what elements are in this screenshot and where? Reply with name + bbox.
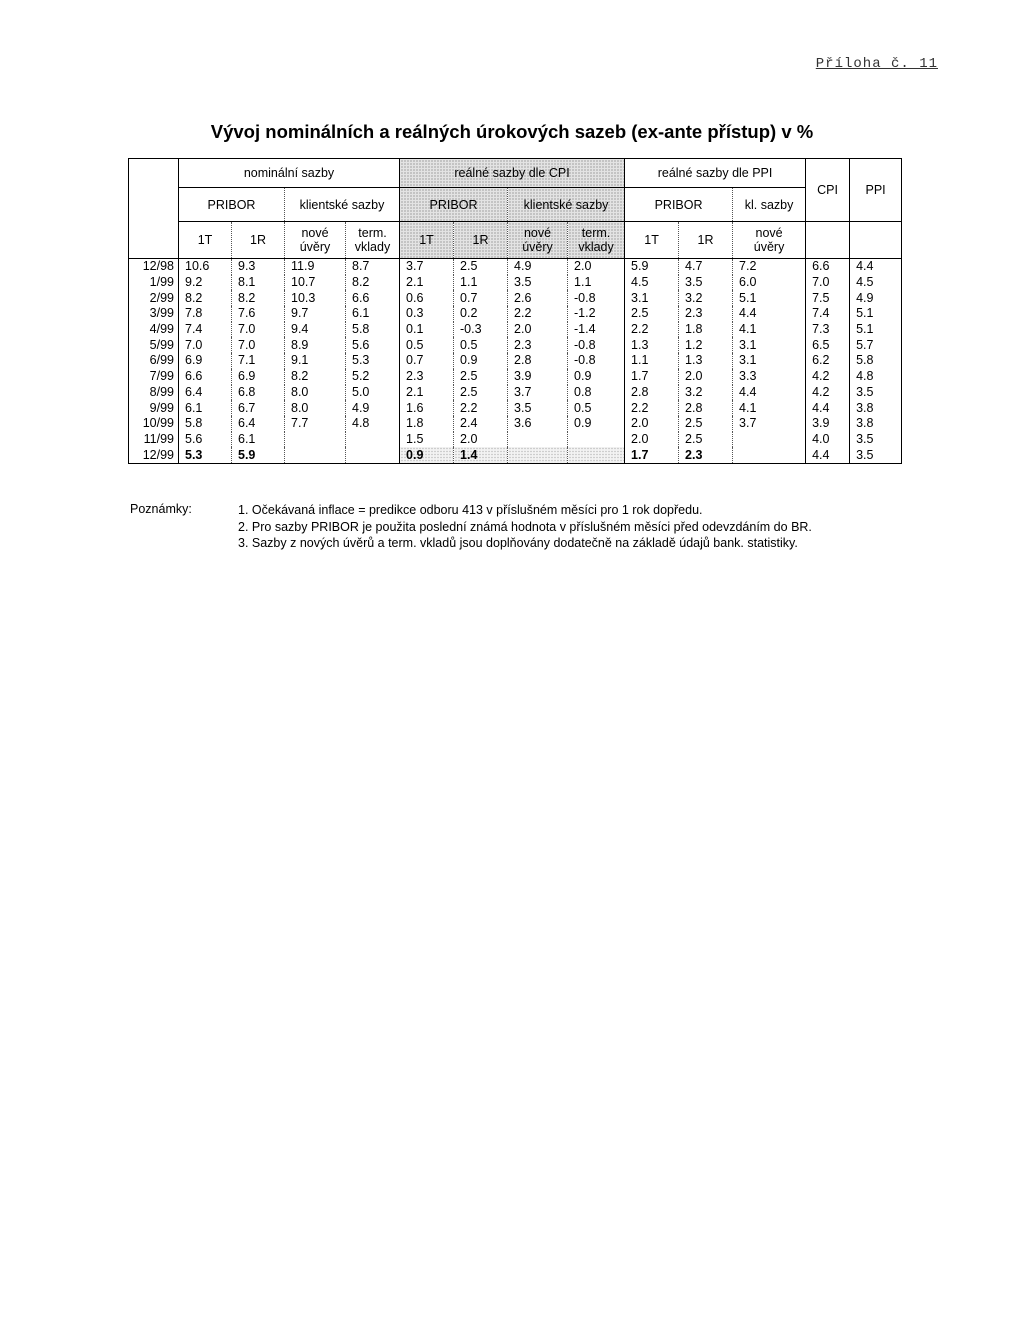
value-cell: 0.9 [400, 447, 454, 463]
header-row-subgroups [129, 188, 902, 222]
value-cell: 1.4 [454, 447, 508, 463]
value-cell: 3.5 [850, 385, 902, 401]
header-row-columns [129, 222, 902, 259]
header-row-groups [129, 159, 902, 188]
value-cell: 6.1 [179, 400, 232, 416]
value-cell: 0.8 [568, 385, 625, 401]
value-cell: 2.1 [400, 385, 454, 401]
value-cell: 4.2 [806, 385, 850, 401]
value-cell: 4.1 [733, 400, 806, 416]
value-cell [733, 432, 806, 448]
value-cell: 0.7 [400, 353, 454, 369]
value-cell: 1.2 [679, 337, 733, 353]
value-cell: -0.3 [454, 322, 508, 338]
value-cell: 5.8 [850, 353, 902, 369]
value-cell: 5.0 [346, 385, 400, 401]
value-cell: 5.2 [346, 369, 400, 385]
value-cell: 9.4 [285, 322, 346, 338]
period-cell: 8/99 [129, 385, 179, 401]
value-cell: 10.6 [179, 259, 232, 275]
value-cell: 7.1 [232, 353, 285, 369]
period-cell: 9/99 [129, 400, 179, 416]
value-cell: 2.5 [625, 306, 679, 322]
value-cell: 7.5 [806, 290, 850, 306]
value-cell: 2.5 [454, 259, 508, 275]
value-cell: 5.9 [625, 259, 679, 275]
value-cell: 6.9 [232, 369, 285, 385]
value-cell: 0.5 [400, 337, 454, 353]
value-cell: 3.9 [508, 369, 568, 385]
value-cell: 2.0 [454, 432, 508, 448]
corner-cell [129, 159, 179, 259]
value-cell: 0.7 [454, 290, 508, 306]
value-cell: 2.5 [454, 369, 508, 385]
value-cell: 7.4 [179, 322, 232, 338]
col-1t: 1T [400, 222, 454, 259]
value-cell: 0.3 [400, 306, 454, 322]
value-cell: 4.9 [508, 259, 568, 275]
sub-pribor-ppi: PRIBOR [625, 188, 733, 222]
table-row [129, 369, 902, 385]
period-cell: 7/99 [129, 369, 179, 385]
period-cell: 11/99 [129, 432, 179, 448]
value-cell: 0.5 [454, 337, 508, 353]
value-cell: 10.3 [285, 290, 346, 306]
value-cell: 4.5 [850, 275, 902, 291]
value-cell: 3.5 [850, 447, 902, 463]
value-cell: 9.3 [232, 259, 285, 275]
value-cell: 7.6 [232, 306, 285, 322]
appendix-label: Příloha č. 11 [815, 56, 938, 72]
period-cell: 12/99 [129, 447, 179, 463]
table-row [129, 416, 902, 432]
sub-client-ppi: kl. sazby [733, 188, 806, 222]
value-cell: 3.6 [508, 416, 568, 432]
period-cell: 1/99 [129, 275, 179, 291]
value-cell: 7.7 [285, 416, 346, 432]
value-cell: 6.4 [179, 385, 232, 401]
value-cell: 2.3 [508, 337, 568, 353]
value-cell: 5.1 [733, 290, 806, 306]
value-cell: 2.0 [679, 369, 733, 385]
value-cell: 6.6 [179, 369, 232, 385]
value-cell: 3.7 [508, 385, 568, 401]
value-cell: 7.0 [232, 337, 285, 353]
value-cell: 2.8 [625, 385, 679, 401]
period-cell: 6/99 [129, 353, 179, 369]
note-2: 2. Pro sazby PRIBOR je použita poslední známá hodnota v příslušném měsíci před odevzdáním do BR. [238, 519, 812, 534]
value-cell: 2.2 [454, 400, 508, 416]
header-ppi: PPI [850, 159, 902, 222]
value-cell: 5.1 [850, 322, 902, 338]
value-cell: 4.4 [733, 306, 806, 322]
value-cell: 1.3 [679, 353, 733, 369]
value-cell: 8.7 [346, 259, 400, 275]
value-cell: -0.8 [568, 353, 625, 369]
value-cell: 0.9 [454, 353, 508, 369]
value-cell: 1.5 [400, 432, 454, 448]
value-cell: 5.8 [346, 322, 400, 338]
value-cell: 11.9 [285, 259, 346, 275]
notes-label: Poznámky: [130, 502, 192, 516]
value-cell: 2.0 [508, 322, 568, 338]
value-cell: 3.8 [850, 400, 902, 416]
value-cell: 6.7 [232, 400, 285, 416]
sub-client-cpi: klientské sazby [508, 188, 625, 222]
value-cell: 4.1 [733, 322, 806, 338]
value-cell: 2.5 [454, 385, 508, 401]
value-cell: 10.7 [285, 275, 346, 291]
note-1: 1. Očekávaná inflace = predikce odboru 413 v příslušném měsíci pro 1 rok dopředu. [238, 503, 703, 517]
value-cell: 8.0 [285, 385, 346, 401]
period-cell: 4/99 [129, 322, 179, 338]
period-cell: 5/99 [129, 337, 179, 353]
table-row [129, 353, 902, 369]
col-term-deposits: term. vklady [568, 222, 625, 259]
col-new-loans: nové úvěry [285, 222, 346, 259]
value-cell: 3.5 [508, 275, 568, 291]
value-cell: -1.2 [568, 306, 625, 322]
value-cell: 1.6 [400, 400, 454, 416]
col-1r: 1R [679, 222, 733, 259]
value-cell: 6.1 [232, 432, 285, 448]
value-cell: 7.2 [733, 259, 806, 275]
group-nominal: nominální sazby [179, 159, 400, 188]
value-cell: 6.5 [806, 337, 850, 353]
value-cell: 0.2 [454, 306, 508, 322]
value-cell: 2.2 [625, 400, 679, 416]
sub-client-nominal: klientské sazby [285, 188, 400, 222]
value-cell: 0.6 [400, 290, 454, 306]
value-cell: 5.6 [346, 337, 400, 353]
col-new-loans: nové úvěry [508, 222, 568, 259]
table-row [129, 259, 902, 275]
value-cell: 5.3 [179, 447, 232, 463]
value-cell: 1.8 [400, 416, 454, 432]
value-cell [733, 447, 806, 463]
value-cell: 2.3 [679, 306, 733, 322]
period-cell: 2/99 [129, 290, 179, 306]
value-cell: 4.0 [806, 432, 850, 448]
value-cell: 5.8 [179, 416, 232, 432]
value-cell: 2.0 [568, 259, 625, 275]
value-cell [285, 447, 346, 463]
value-cell: 4.4 [733, 385, 806, 401]
col-1t: 1T [625, 222, 679, 259]
value-cell [508, 447, 568, 463]
value-cell: 7.0 [232, 322, 285, 338]
value-cell: 5.1 [850, 306, 902, 322]
col-1t: 1T [179, 222, 232, 259]
value-cell: 0.9 [568, 369, 625, 385]
value-cell: 6.6 [346, 290, 400, 306]
value-cell: 4.8 [346, 416, 400, 432]
table-row [129, 290, 902, 306]
sub-pribor-cpi: PRIBOR [400, 188, 508, 222]
value-cell: 3.2 [679, 385, 733, 401]
value-cell: 2.5 [679, 432, 733, 448]
value-cell: 9.1 [285, 353, 346, 369]
value-cell: 3.7 [400, 259, 454, 275]
value-cell: 9.7 [285, 306, 346, 322]
value-cell: 8.2 [179, 290, 232, 306]
value-cell: 2.8 [679, 400, 733, 416]
col-cpi-blank [806, 222, 850, 259]
value-cell: 8.1 [232, 275, 285, 291]
table-row [129, 275, 902, 291]
value-cell: 7.0 [806, 275, 850, 291]
interest-rates-table [128, 158, 902, 464]
value-cell: 7.3 [806, 322, 850, 338]
value-cell: 6.0 [733, 275, 806, 291]
col-1r: 1R [454, 222, 508, 259]
value-cell: 1.8 [679, 322, 733, 338]
period-cell: 12/98 [129, 259, 179, 275]
notes [238, 502, 812, 552]
value-cell: 2.3 [679, 447, 733, 463]
value-cell: 1.1 [625, 353, 679, 369]
note-3: 3. Sazby z nových úvěrů a term. vkladů jsou doplňovány dodatečně na základě údajů bank. statistiky. [238, 536, 798, 550]
value-cell: 3.5 [679, 275, 733, 291]
value-cell [346, 447, 400, 463]
value-cell: 8.2 [285, 369, 346, 385]
value-cell: 3.1 [733, 337, 806, 353]
value-cell: 3.8 [850, 416, 902, 432]
value-cell: 9.2 [179, 275, 232, 291]
value-cell: 2.1 [400, 275, 454, 291]
table-row [129, 400, 902, 416]
value-cell: 4.4 [806, 400, 850, 416]
period-cell: 10/99 [129, 416, 179, 432]
value-cell: 4.7 [679, 259, 733, 275]
value-cell: 6.2 [806, 353, 850, 369]
group-real-cpi: reálné sazby dle CPI [400, 159, 625, 188]
value-cell: 6.4 [232, 416, 285, 432]
value-cell: 6.8 [232, 385, 285, 401]
value-cell: 0.1 [400, 322, 454, 338]
table-row [129, 385, 902, 401]
value-cell: 5.6 [179, 432, 232, 448]
value-cell: 7.0 [179, 337, 232, 353]
value-cell: 6.9 [179, 353, 232, 369]
value-cell: -0.8 [568, 337, 625, 353]
value-cell: 3.2 [679, 290, 733, 306]
value-cell: 4.4 [806, 447, 850, 463]
value-cell: 5.7 [850, 337, 902, 353]
value-cell: 8.2 [232, 290, 285, 306]
value-cell: 2.3 [400, 369, 454, 385]
value-cell: 2.4 [454, 416, 508, 432]
value-cell: 8.9 [285, 337, 346, 353]
value-cell: 3.9 [806, 416, 850, 432]
period-cell: 3/99 [129, 306, 179, 322]
value-cell: 0.5 [568, 400, 625, 416]
value-cell: 1.7 [625, 447, 679, 463]
value-cell: 7.8 [179, 306, 232, 322]
value-cell: 0.9 [568, 416, 625, 432]
value-cell: 6.6 [806, 259, 850, 275]
value-cell: 4.9 [346, 400, 400, 416]
value-cell: 4.5 [625, 275, 679, 291]
table-body [129, 259, 902, 464]
value-cell: 2.2 [625, 322, 679, 338]
value-cell [346, 432, 400, 448]
value-cell: 2.0 [625, 432, 679, 448]
value-cell [568, 447, 625, 463]
table-row [129, 322, 902, 338]
value-cell: 4.4 [850, 259, 902, 275]
value-cell: 2.2 [508, 306, 568, 322]
value-cell: 2.5 [679, 416, 733, 432]
value-cell: 8.2 [346, 275, 400, 291]
value-cell: 1.7 [625, 369, 679, 385]
value-cell: -0.8 [568, 290, 625, 306]
value-cell: 8.0 [285, 400, 346, 416]
value-cell: 1.1 [568, 275, 625, 291]
value-cell: 2.6 [508, 290, 568, 306]
value-cell: 4.9 [850, 290, 902, 306]
value-cell: 3.1 [625, 290, 679, 306]
group-real-ppi: reálné sazby dle PPI [625, 159, 806, 188]
value-cell: 2.0 [625, 416, 679, 432]
value-cell: 1.1 [454, 275, 508, 291]
table-row [129, 337, 902, 353]
value-cell: 3.7 [733, 416, 806, 432]
value-cell: 6.1 [346, 306, 400, 322]
value-cell: 5.3 [346, 353, 400, 369]
col-ppi-blank [850, 222, 902, 259]
value-cell: 4.8 [850, 369, 902, 385]
value-cell [508, 432, 568, 448]
value-cell: 3.5 [850, 432, 902, 448]
table-row [129, 432, 902, 448]
table-row [129, 306, 902, 322]
table-row [129, 447, 902, 463]
value-cell [568, 432, 625, 448]
value-cell: 7.4 [806, 306, 850, 322]
document-title: Vývoj nominálních a reálných úrokových sazeb (ex-ante přístup) v % [210, 121, 814, 142]
col-term-deposits: term. vklady [346, 222, 400, 259]
value-cell: 1.3 [625, 337, 679, 353]
value-cell [285, 432, 346, 448]
value-cell: 3.3 [733, 369, 806, 385]
header-cpi: CPI [806, 159, 850, 222]
value-cell: -1.4 [568, 322, 625, 338]
value-cell: 3.1 [733, 353, 806, 369]
col-1r: 1R [232, 222, 285, 259]
col-new-loans: nové úvěry [733, 222, 806, 259]
value-cell: 5.9 [232, 447, 285, 463]
value-cell: 2.8 [508, 353, 568, 369]
value-cell: 3.5 [508, 400, 568, 416]
value-cell: 4.2 [806, 369, 850, 385]
sub-pribor-nominal: PRIBOR [179, 188, 285, 222]
